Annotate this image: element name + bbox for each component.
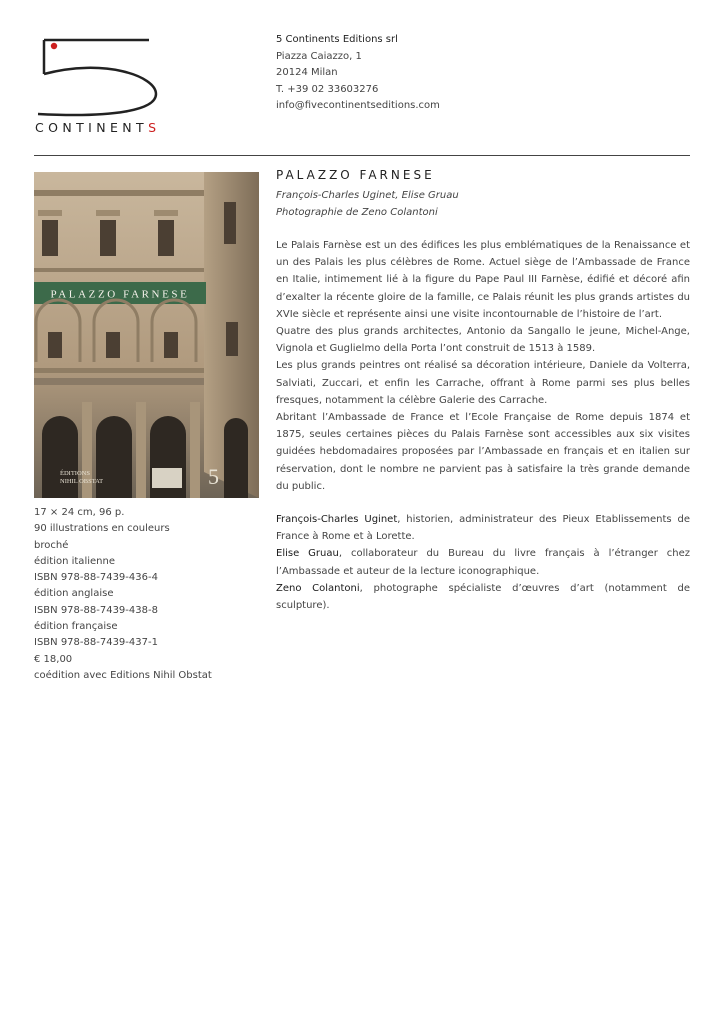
book-photographer: Photographie de Zeno Colantoni <box>276 207 438 218</box>
cover-imprint-line2: NIHIL OBSTAT <box>60 478 104 485</box>
logo-wordmark-last: S <box>148 120 161 135</box>
book-authors: François-Charles Uginet, Elise Gruau <box>276 190 459 201</box>
book-description <box>276 237 690 495</box>
book-cover-image <box>34 172 259 498</box>
publisher-address <box>276 32 440 115</box>
description-paragraph: Le Palais Farnèse est un des édifices les plus emblématiques de la Renaissance et un des Palais les plus célèbres de Rome. Actuel siège de l’Ambassade de France en Italie, intimement lié à la figure du Pape Paul III Farnèse, édifié et décoré afin d’exalter la récente gloire de la famille, ce Palais réunit les plus grands artistes du XVIe siècle et représente ainsi une visite incontournable de l’histoire de l’art. <box>276 240 690 320</box>
book-title: PALAZZO FARNESE <box>276 168 435 182</box>
description-paragraph: Les plus grands peintres ont réalisé sa décoration intérieure, Daniele da Volterra, Salviati, Zuccari, et enfin les Carrache, offrant à Rome parmi ses plus belles fresques, notamment la célèbre Galerie des Carrache. <box>276 360 690 406</box>
bio-name: Elise Gruau <box>276 548 339 560</box>
bio-paragraph <box>276 545 690 579</box>
publisher-street: Piazza Caiazzo, 1 <box>276 50 362 62</box>
logo-curve <box>38 68 156 115</box>
spec-line: 17 × 24 cm, 96 p. <box>34 507 125 518</box>
bio-text: , photographe spécialiste d’œuvres d’art (notamment de sculpture). <box>276 582 690 612</box>
cover-numeral: 5 <box>208 464 219 489</box>
description-paragraph: Quatre des plus grands architectes, Antonio da Sangallo le jeune, Michel-Ange, Vignola et Guglielmo della Porta l’ont construit de 1513 à 1589. <box>276 326 690 355</box>
spec-line: broché <box>34 539 69 551</box>
bio-text: , collaborateur du Bureau du livre français à l’étranger chez l’Ambassade et auteur de la lecture iconographique. <box>276 548 690 577</box>
publisher-city: 20124 Milan <box>276 67 338 78</box>
author-biographies <box>276 511 690 614</box>
spec-line: édition italienne <box>34 555 115 567</box>
book-specifications <box>34 505 212 684</box>
spec-line: 90 illustrations en couleurs <box>34 523 170 535</box>
publisher-phone: T. +39 02 33603276 <box>276 83 379 95</box>
publisher-name: 5 Continents Editions srl <box>276 34 398 45</box>
bio-paragraph <box>276 580 690 614</box>
spec-line: ISBN 978-88-7439-438-8 <box>34 604 158 616</box>
bio-text: , historien, administrateur des Pieux Etablissements de France à Rome et à Lorette. <box>276 514 690 543</box>
cover-title: PALAZZO FARNESE <box>50 288 190 301</box>
logo-wordmark <box>35 120 160 135</box>
logo-red-dot <box>51 43 57 49</box>
spec-line: édition française <box>34 621 118 633</box>
spec-line: édition anglaise <box>34 588 114 600</box>
logo-wordmark-main: CONTINENT <box>35 120 149 135</box>
bio-paragraph <box>276 511 690 545</box>
spec-line: ISBN 978-88-7439-437-1 <box>34 637 158 649</box>
publisher-email[interactable]: info@fivecontinentseditions.com <box>276 100 440 111</box>
description-paragraph: Abritant l’Ambassade de France et l’Ecole Française de Rome depuis 1874 et 1875, seules certaines pièces du Palais Farnèse sont accessibles aux six visites guidées hebdomadaires proposées par l’Ambassade en français et en italien sur réservation, dont le nombre ne parvient pas à satisfaire la très grande demande du public. <box>276 412 690 492</box>
bio-name: Zeno Colantoni <box>276 582 360 594</box>
spec-line: ISBN 978-88-7439-436-4 <box>34 572 158 584</box>
header-divider <box>34 155 690 156</box>
bio-name: François-Charles Uginet <box>276 514 398 525</box>
spec-line: € 18,00 <box>34 653 73 665</box>
cover-imprint-line1: ÉDITIONS <box>60 470 90 477</box>
book-credits <box>276 187 459 221</box>
spec-line: coédition avec Editions Nihil Obstat <box>34 669 212 681</box>
